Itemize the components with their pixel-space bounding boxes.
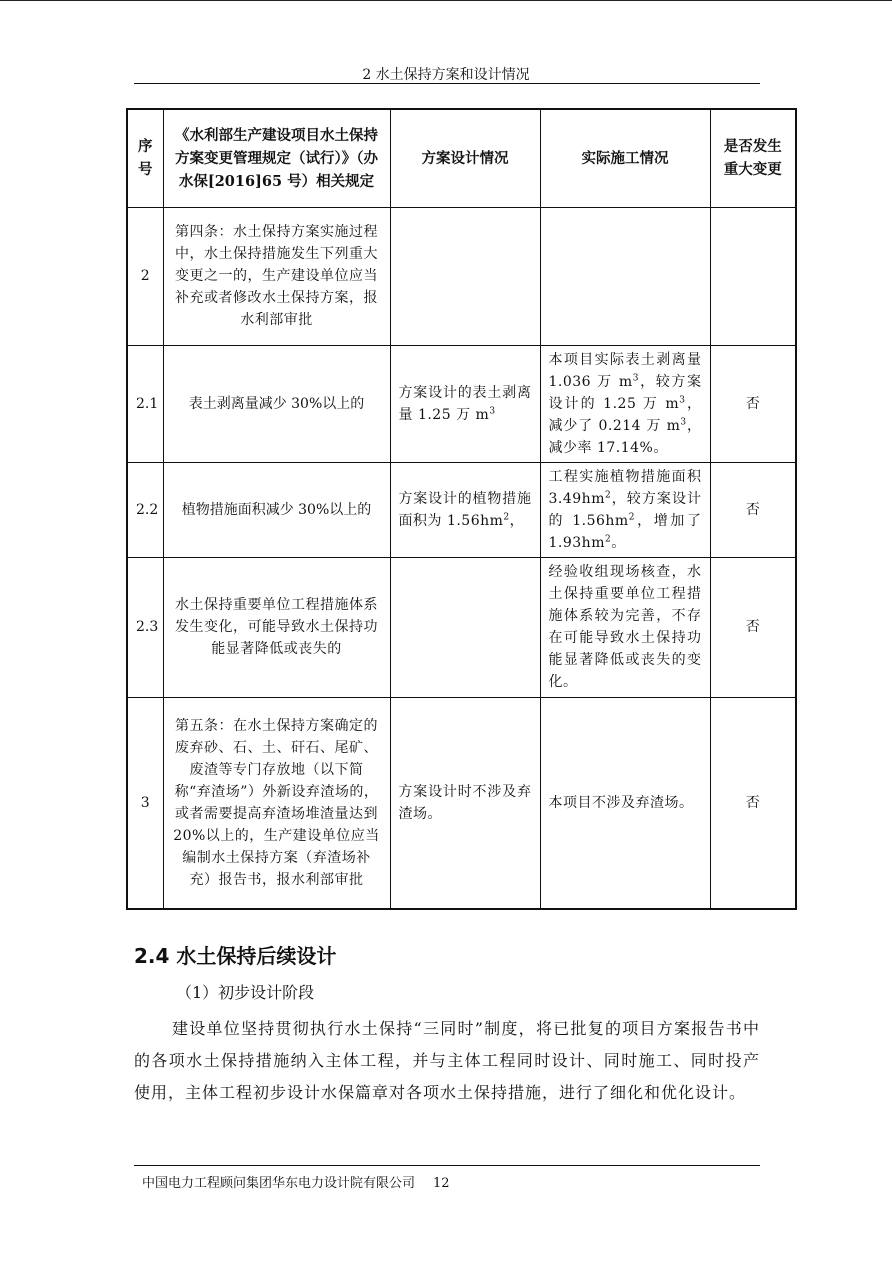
change-assessment-table [126, 108, 797, 910]
row-seq: 2.3 [127, 557, 163, 697]
section-heading: 2.4 水土保持后续设计 [134, 944, 337, 968]
row-major: 否 [710, 697, 796, 909]
header-design: 方案设计情况 [390, 109, 540, 207]
row-rule: 植物措施面积减少 30%以上的 [163, 462, 390, 557]
row-actual [540, 207, 710, 345]
header-actual: 实际施工情况 [540, 109, 710, 207]
body-paragraph: 建设单位坚持贯彻执行水土保持“三同时”制度，将已批复的项目方案报告书中的各项水土保持措施纳入主体工程，并与主体工程同时设计、同时施工、同时投产使用，主体工程初步设计水保篇章对各项水土保持措施，进行了细化和优化设计。 [134, 1019, 760, 1102]
header-seq: 序号 [127, 109, 163, 207]
page-top-border [0, 0, 892, 1]
row-seq: 2.1 [127, 345, 163, 462]
table-header-row [127, 109, 796, 207]
row-design: 方案设计的表土剥离量 1.25 万 $m^3$ [390, 345, 540, 462]
footer-organization: 中国电力工程顾问集团华东电力设计院有限公司 [142, 1176, 416, 1191]
row-rule: 第五条：在水土保持方案确定的废弃砂、石、土、矸石、尾矿、废渣等专门存放地（以下简称“弃渣场”）外新设弃渣场的，或者需要提高弃渣场堆渣量达到 20%以上的，生产建设单位应当编制水土保持方案（弃渣场补充）报告书，报水利部审批 [163, 697, 390, 909]
row-major [710, 207, 796, 345]
header-rule [134, 83, 760, 84]
header-rule: 《水利部生产建设项目水土保持方案变更管理规定（试行）》（办水保[2016]65 号）相关规定 [163, 109, 390, 207]
page-number: 12 [433, 1176, 450, 1191]
header-major-change: 是否发生重大变更 [710, 109, 796, 207]
row-actual: 本项目不涉及弃渣场。 [540, 697, 710, 909]
row-actual: 本项目实际表土剥离量 1.036 万 $m^3$，较方案设计的 1.25 万 $m^3$，减少了 0.214 万 $m^3$，减少率 17.14%。 [540, 345, 710, 462]
table-row [127, 207, 796, 345]
table-row [127, 557, 796, 697]
row-design: 方案设计的植物措施面积为 $1.56hm^2$， [390, 462, 540, 557]
subsection-heading: （1）初步设计阶段 [176, 983, 315, 1002]
row-seq: 2 [127, 207, 163, 345]
row-actual: 工程实施植物措施面积 $3.49hm^2$，较方案设计的 $1.56hm^2$，增加了 $1.93hm^2$。 [540, 462, 710, 557]
running-header: 2 水土保持方案和设计情况 [362, 67, 530, 83]
row-major: 否 [710, 462, 796, 557]
footer-rule [134, 1165, 760, 1166]
table-row [127, 462, 796, 557]
row-rule: 水土保持重要单位工程措施体系发生变化，可能导致水土保持功能显著降低或丧失的 [163, 557, 390, 697]
row-seq: 3 [127, 697, 163, 909]
row-rule: 第四条：水土保持方案实施过程中，水土保持措施发生下列重大变更之一的，生产建设单位应当补充或者修改水土保持方案，报水利部审批 [163, 207, 390, 345]
row-actual: 经验收组现场核查，水土保持重要单位工程措施体系较为完善，不存在可能导致水土保持功能显著降低或丧失的变化。 [540, 557, 710, 697]
table-row [127, 697, 796, 909]
row-design [390, 207, 540, 345]
row-seq: 2.2 [127, 462, 163, 557]
row-design [390, 557, 540, 697]
row-design: 方案设计时不涉及弃渣场。 [390, 697, 540, 909]
page-footer [142, 1172, 450, 1191]
row-major: 否 [710, 345, 796, 462]
table-row [127, 345, 796, 462]
row-major: 否 [710, 557, 796, 697]
row-rule: 表土剥离量减少 30%以上的 [163, 345, 390, 462]
